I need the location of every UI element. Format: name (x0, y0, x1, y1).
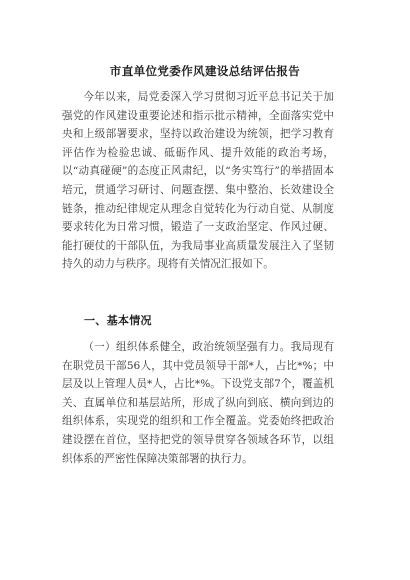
section-1-paragraph: （一）组织体系健全，政治统领坚强有力。我局现有在职党员干部56人，其中党员领导干部*人，占比*%；中层及以上管理人员*人，占比*%。下设党支部7个，覆盖机关、直属单位和基层站所，形成了纵向到底、横向到边的组织体系，实现党的组织和工作全覆盖。党委始终把政治建设摆在首位，坚持把党的领导贯穿各领域各环节，以组织体系的严密性保障决策部署的执行力。 (62, 341, 334, 465)
document-title: 市直单位党委作风建设总结评估报告 (109, 64, 301, 78)
section-heading-basic-situation: 一、基本情况 (84, 314, 152, 327)
intro-paragraph: 今年以来，局党委深入学习贯彻习近平总书记关于加强党的作风建设重要论述和指示批示精神，全面落实党中央和上级部署要求，坚持以政治建设为统领，把学习教育评估作为检验忠诚、砥砺作风、提升效能的政治考场，以“动真碰硬”的态度正风肃纪，以“务实笃行”的举措固本培元，贯通学习研讨、问题查摆、集中整治、长效建设全链条，推动纪律规定从理念自觉转化为行动自觉、从制度要求转化为日常习惯，锻造了一支政治坚定、作风过硬、能打硬仗的干部队伍，为我局事业高质量发展注入了坚韧持久的动力与秩序。现将有关情况汇报如下。 (62, 91, 334, 271)
